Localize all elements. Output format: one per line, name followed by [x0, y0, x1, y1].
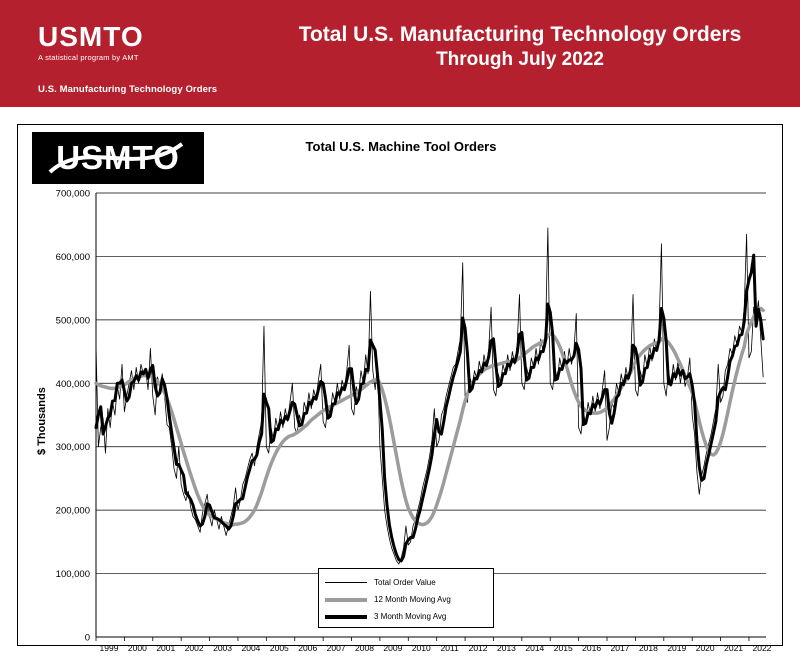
x-tick-label: 2008	[355, 643, 374, 653]
usmto-mark-text: USMTO	[56, 139, 180, 176]
chart-legend	[318, 568, 494, 628]
x-tick-label: 2006	[298, 643, 318, 653]
x-tick-label: 2013	[496, 643, 516, 653]
x-tick-label: 1999	[99, 643, 119, 653]
page-title-line2: Through July 2022	[436, 49, 604, 70]
x-tick-label: 2007	[326, 643, 346, 653]
usmto-logo	[38, 22, 268, 95]
x-tick-label: 2004	[241, 643, 261, 653]
legend-item-12-month-moving-avg	[325, 591, 487, 608]
x-tick-label: 2010	[411, 643, 431, 653]
x-tick-label: 2003	[213, 643, 233, 653]
legend-label-total-order-value: Total Order Value	[374, 578, 436, 587]
legend-swatch-12-month-moving-avg	[325, 598, 367, 602]
usmto-logo-wordmark: USMTO	[38, 21, 144, 52]
y-tick-label: 200,000	[55, 505, 90, 517]
x-tick-label: 2016	[582, 643, 602, 653]
usmto-logo-subtitle: A statistical program by AMT	[38, 53, 139, 62]
x-tick-label: 2014	[525, 643, 545, 653]
x-tick-label: 2017	[610, 643, 630, 653]
chart-title: Total U.S. Machine Tool Orders	[305, 139, 497, 154]
x-tick-label: 2001	[156, 643, 176, 653]
x-tick-label: 2000	[127, 643, 147, 653]
legend-label-3-month-moving-avg: 3 Month Moving Avg	[374, 612, 447, 621]
usmto-logo-tagline: U.S. Manufacturing Technology Orders	[38, 84, 218, 95]
chart-card	[17, 124, 783, 653]
y-tick-label: 100,000	[55, 569, 90, 581]
y-tick-label: 700,000	[55, 188, 90, 200]
y-tick-label: 600,000	[55, 251, 90, 263]
legend-item-3-month-moving-avg	[325, 608, 487, 625]
x-tick-label: 2009	[383, 643, 403, 653]
legend-label-12-month-moving-avg: 12 Month Moving Avg	[374, 595, 451, 604]
x-tick-label: 2018	[638, 643, 658, 653]
page-title	[270, 22, 770, 72]
x-tick-label: 2002	[184, 643, 204, 653]
x-tick-label: 2012	[468, 643, 488, 653]
series-line	[96, 255, 763, 561]
header-banner	[0, 0, 800, 107]
x-tick-label: 2021	[724, 643, 744, 653]
legend-swatch-3-month-moving-avg	[325, 615, 367, 619]
y-tick-label: 400,000	[55, 378, 90, 390]
legend-item-total-order-value	[325, 574, 487, 591]
x-tick-label: 2005	[269, 643, 289, 653]
y-axis-label: $ Thousands	[36, 387, 48, 455]
x-tick-label: 2020	[695, 643, 715, 653]
y-tick-label: 0	[84, 632, 90, 644]
x-tick-label: 2015	[553, 643, 573, 653]
legend-swatch-total-order-value	[325, 582, 367, 583]
x-tick-label: 2022	[752, 643, 772, 653]
x-tick-label: 2011	[440, 643, 459, 653]
y-tick-label: 300,000	[55, 442, 90, 454]
y-tick-label: 500,000	[55, 315, 90, 327]
page-title-line1: Total U.S. Manufacturing Technology Orders	[298, 23, 742, 46]
x-tick-label: 2019	[667, 643, 687, 653]
